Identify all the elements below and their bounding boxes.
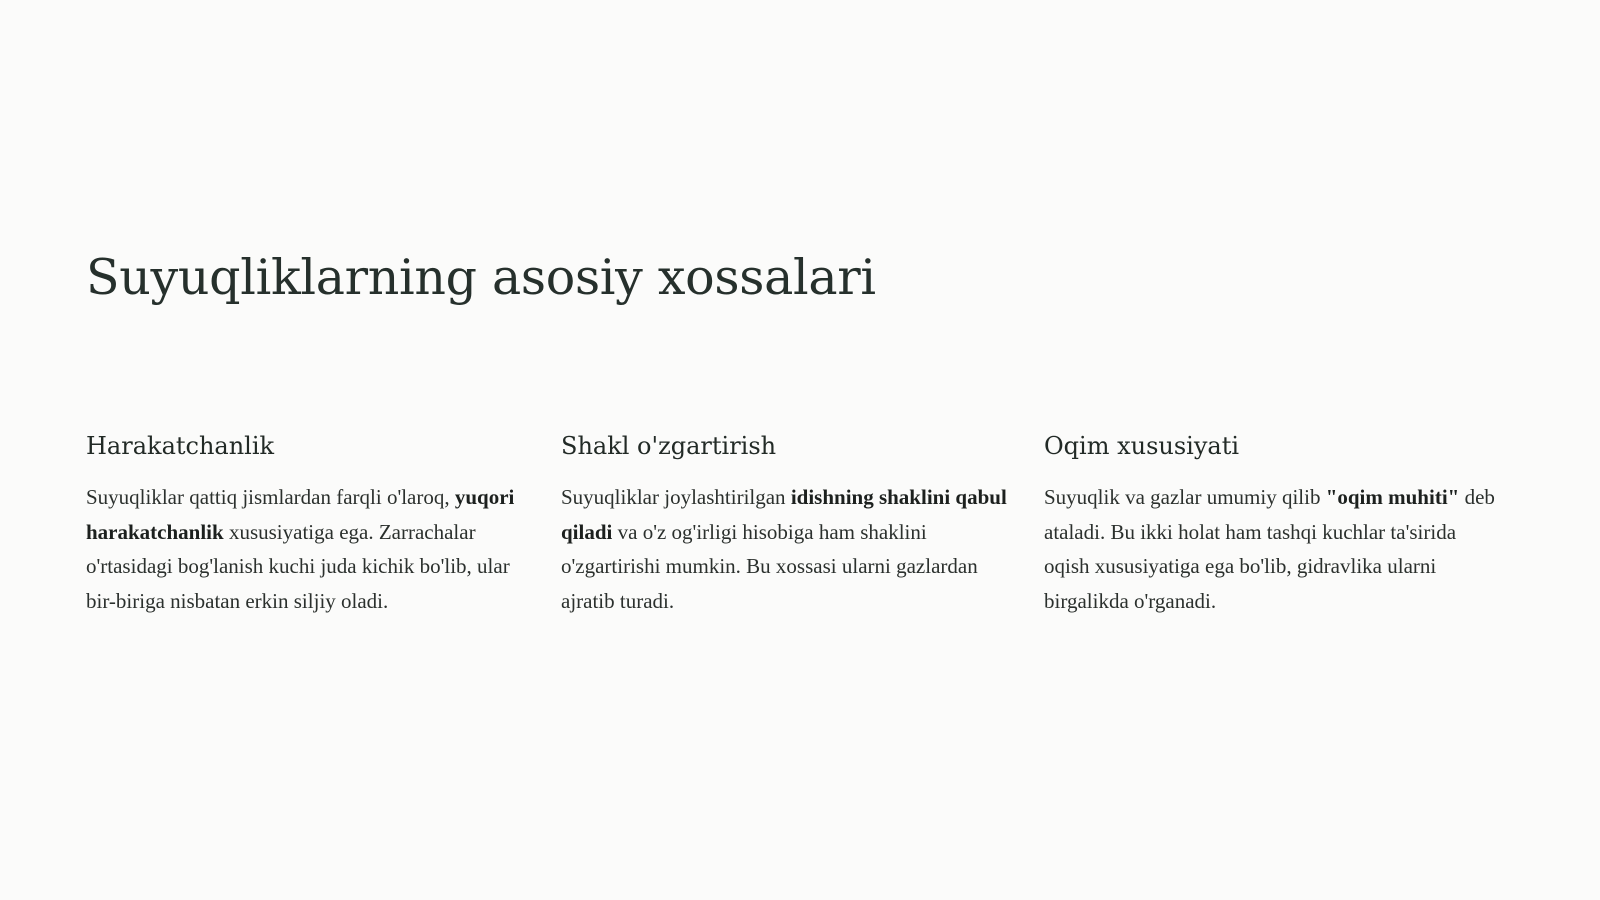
column-heading: Harakatchanlik — [86, 432, 275, 460]
column-heading: Oqim xususiyati — [1044, 432, 1240, 460]
column-body — [86, 480, 533, 618]
body-bold-text: idishning shaklini qabul qiladi — [561, 485, 1007, 544]
body-text: Suyuqliklar qattiq jismlardan farqli o'laroq, — [86, 485, 455, 509]
body-text: deb ataladi. Bu ikki holat ham tashqi kuchlar ta'sirida oqish xususiyatiga ega bo'lib, gidravlika ularni birgalikda o'rganadi. — [1044, 485, 1495, 613]
column-harakatchanlik — [86, 430, 533, 618]
feature-columns — [86, 430, 1526, 618]
body-text: Suyuqlik va gazlar umumiy qilib — [1044, 485, 1326, 509]
column-body — [561, 480, 1016, 618]
column-oqim-xususiyati — [1044, 430, 1499, 618]
column-shakl-ozgartirish — [561, 430, 1016, 618]
body-text: xususiyatiga ega. Zarrachalar o'rtasidagi bog'lanish kuchi juda kichik bo'lib, ular bir-biriga nisbatan erkin siljiy oladi. — [86, 519, 510, 613]
body-text: Suyuqliklar joylashtirilgan — [561, 485, 791, 509]
body-text: va o'z og'irligi hisobiga ham shaklini o'zgartirishi mumkin. Bu xossasi ularni gazlardan ajratib turadi. — [561, 519, 978, 613]
body-bold-text: yuqori harakatchanlik — [86, 485, 515, 544]
column-body — [1044, 480, 1499, 618]
body-bold-text: "oqim muhiti" — [1325, 485, 1460, 509]
slide-title: Suyuqliklarning asosiy xossalari — [86, 249, 876, 306]
column-heading: Shakl o'zgartirish — [561, 432, 777, 460]
